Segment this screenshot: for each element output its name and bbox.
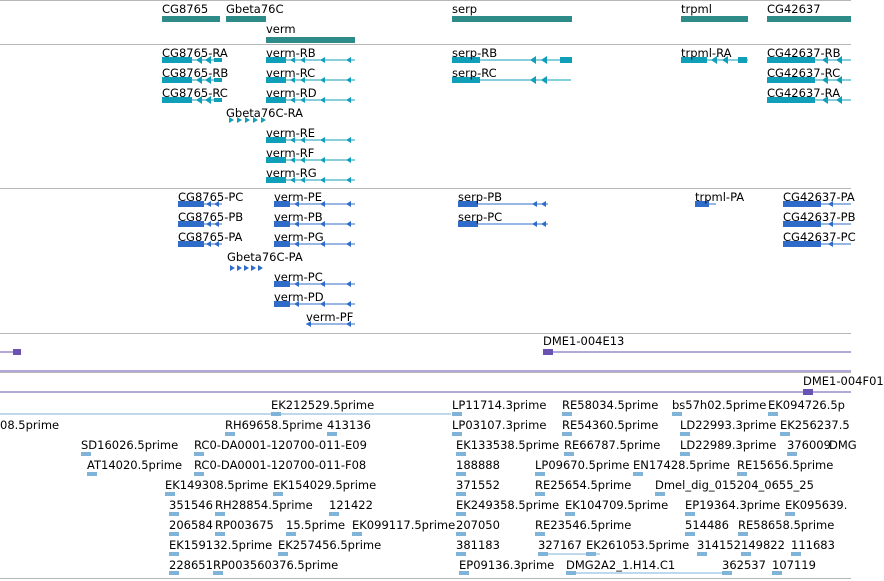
strand-arrow bbox=[320, 157, 325, 163]
est-label-371552[interactable]: 371552 bbox=[456, 478, 500, 492]
est-label-dmel-dig-015204-0655-25[interactable]: Dmel_dig_015204_0655_25 bbox=[655, 478, 814, 492]
est-line bbox=[0, 414, 451, 415]
transcript-label-cg8765-rc[interactable]: CG8765-RC bbox=[162, 86, 228, 100]
est-label-ld22989-3prime[interactable]: LD22989.3prime bbox=[680, 438, 777, 452]
gene-glyph-verm bbox=[266, 37, 355, 43]
est-label-ek154029-5prime[interactable]: EK154029.5prime bbox=[273, 478, 377, 492]
strand-arrow bbox=[346, 241, 351, 247]
est-label-ek099117-5prime[interactable]: EK099117.5prime bbox=[352, 518, 456, 532]
strand-arrow bbox=[530, 76, 536, 84]
strand-arrow bbox=[541, 56, 547, 64]
est-glyph bbox=[194, 452, 204, 456]
gene-label-cg8765[interactable]: CG8765 bbox=[162, 2, 209, 16]
est-glyph bbox=[565, 512, 575, 516]
gene-label-gbeta76c[interactable]: Gbeta76C bbox=[226, 2, 284, 16]
gene-glyph-gbeta76c bbox=[226, 16, 266, 22]
est-label-re58658-5prime[interactable]: RE58658.5prime bbox=[738, 518, 835, 532]
gene-label-serp[interactable]: serp bbox=[452, 2, 478, 16]
est-glyph bbox=[562, 412, 572, 416]
est-glyph bbox=[680, 452, 690, 456]
est-glyph bbox=[633, 472, 643, 476]
strand-arrow bbox=[530, 56, 536, 64]
est-label-ek212529-5prime[interactable]: EK212529.5prime bbox=[271, 398, 375, 412]
est-label-314152[interactable]: 314152 bbox=[697, 538, 741, 552]
est-label-149822[interactable]: 149822 bbox=[741, 538, 785, 552]
est-label-ek159132-5prime[interactable]: EK159132.5prime bbox=[169, 538, 273, 552]
est-label-08-5prime[interactable]: 08.5prime bbox=[0, 418, 60, 432]
strand-arrow bbox=[230, 265, 235, 271]
strand-arrow bbox=[346, 301, 351, 307]
strand-arrow bbox=[532, 221, 537, 227]
track-separator bbox=[0, 372, 851, 373]
est-glyph bbox=[737, 472, 747, 476]
est-glyph bbox=[329, 512, 339, 516]
strand-arrow bbox=[237, 265, 242, 271]
gene-label-verm[interactable]: verm bbox=[266, 22, 296, 36]
est-line bbox=[566, 573, 730, 574]
strand-arrow bbox=[251, 265, 256, 271]
est-label-at14020-5prime[interactable]: AT14020.5prime bbox=[87, 458, 183, 472]
transcript-label-serp-rb[interactable]: serp-RB bbox=[452, 46, 498, 60]
transcript-label-cg42637-ra[interactable]: CG42637-RA bbox=[767, 86, 841, 100]
est-glyph bbox=[562, 432, 572, 436]
est-glyph bbox=[787, 452, 797, 456]
est-label-121422[interactable]: 121422 bbox=[329, 498, 373, 512]
est-label-rc0-da0001-120700-011-f08[interactable]: RC0-DA0001-120700-011-F08 bbox=[194, 458, 367, 472]
est-glyph bbox=[452, 412, 462, 416]
est-glyph bbox=[169, 532, 179, 536]
clone-line bbox=[543, 352, 851, 353]
est-label-351546[interactable]: 351546 bbox=[169, 498, 213, 512]
protein-label-cg42637-pb[interactable]: CG42637-PB bbox=[783, 210, 856, 224]
protein-label-verm-pf[interactable]: verm-PF bbox=[306, 310, 354, 324]
est-label-362537[interactable]: 362537 bbox=[722, 558, 766, 572]
est-glyph bbox=[165, 492, 175, 496]
est-glyph bbox=[169, 552, 179, 556]
clone-end bbox=[543, 349, 553, 355]
est-glyph bbox=[535, 472, 545, 476]
transcript-label-cg42637-rc[interactable]: CG42637-RC bbox=[767, 66, 841, 80]
est-label-ek095639[interactable]: EK095639. bbox=[785, 498, 848, 512]
transcript-label-verm-rb[interactable]: verm-RB bbox=[266, 46, 316, 60]
est-glyph bbox=[768, 412, 778, 416]
gene-glyph-serp bbox=[452, 16, 572, 22]
transcript-label-trpml-ra[interactable]: trpml-RA bbox=[681, 46, 732, 60]
est-glyph bbox=[286, 532, 296, 536]
est-glyph bbox=[456, 552, 466, 556]
est-label-188888[interactable]: 188888 bbox=[456, 458, 500, 472]
est-label-dmg2a2-1-h14-c1[interactable]: DMG2A2_1.H14.C1 bbox=[566, 558, 676, 572]
est-label-376009[interactable]: 376009 bbox=[787, 438, 831, 452]
est-label-514486[interactable]: 514486 bbox=[685, 518, 729, 532]
track-separator bbox=[0, 0, 851, 1]
serp-r0-exon bbox=[560, 57, 572, 63]
est-label-ek094726-5p[interactable]: EK094726.5p bbox=[768, 398, 845, 412]
est-label-15-5prime[interactable]: 15.5prime bbox=[286, 518, 346, 532]
est-glyph bbox=[697, 552, 707, 556]
est-glyph bbox=[456, 492, 466, 496]
gene-label-trpml[interactable]: trpml bbox=[681, 2, 712, 16]
gene-glyph-cg42637 bbox=[767, 16, 851, 22]
transcript-label-cg8765-ra[interactable]: CG8765-RA bbox=[162, 46, 228, 60]
est-glyph bbox=[225, 432, 235, 436]
transcript-label-cg8765-rb[interactable]: CG8765-RB bbox=[162, 66, 229, 80]
est-label-bs57h02-5prime[interactable]: bs57h02.5prime bbox=[672, 398, 767, 412]
est-label-ek133538-5prime[interactable]: EK133538.5prime bbox=[456, 438, 560, 452]
est-label-413136[interactable]: 413136 bbox=[327, 418, 371, 432]
est-glyph bbox=[169, 512, 179, 516]
protein-label-cg8765-pc[interactable]: CG8765-PC bbox=[178, 190, 244, 204]
est-label-re23546-5prime[interactable]: RE23546.5prime bbox=[535, 518, 632, 532]
transcript-label-gbeta76c-ra[interactable]: Gbeta76C-RA bbox=[226, 106, 304, 120]
est-glyph bbox=[672, 412, 682, 416]
gene-glyph-cg8765 bbox=[162, 16, 220, 22]
transcript-label-verm-re[interactable]: verm-RE bbox=[266, 126, 316, 140]
est-glyph bbox=[456, 452, 466, 456]
est-glyph bbox=[327, 432, 337, 436]
est-label-228651[interactable]: 228651 bbox=[169, 558, 213, 572]
track-separator bbox=[0, 333, 851, 334]
est-glyph bbox=[81, 452, 91, 456]
est-label-lp09670-5prime[interactable]: LP09670.5prime bbox=[535, 458, 630, 472]
est-glyph bbox=[278, 552, 288, 556]
transcript-label-verm-rc[interactable]: verm-RC bbox=[266, 66, 316, 80]
est-label-rh28854-5prime[interactable]: RH28854.5prime bbox=[215, 498, 313, 512]
protein-label-verm-pe[interactable]: verm-PE bbox=[274, 190, 322, 204]
strand-arrow bbox=[346, 201, 351, 207]
strand-arrow bbox=[320, 97, 325, 103]
est-label-207050[interactable]: 207050 bbox=[456, 518, 500, 532]
est-label-ep09136-3prime[interactable]: EP09136.3prime bbox=[459, 558, 555, 572]
strand-arrow bbox=[346, 281, 351, 287]
track-separator bbox=[0, 188, 851, 189]
strand-arrow bbox=[346, 97, 351, 103]
strand-arrow bbox=[320, 77, 325, 83]
est-glyph bbox=[215, 512, 225, 516]
clone-line bbox=[0, 392, 851, 393]
est-glyph bbox=[685, 512, 695, 516]
strand-arrow bbox=[346, 57, 351, 63]
est-label-ep19364-3prime[interactable]: EP19364.3prime bbox=[685, 498, 781, 512]
clone-end bbox=[803, 389, 813, 395]
est-glyph bbox=[785, 512, 795, 516]
est-label-107119[interactable]: 107119 bbox=[772, 558, 816, 572]
est-glyph bbox=[780, 432, 790, 436]
strand-arrow bbox=[541, 201, 546, 207]
protein-label-gbeta76c-pa[interactable]: Gbeta76C-PA bbox=[227, 250, 303, 264]
est-label-ek104709-5prime[interactable]: EK104709.5prime bbox=[565, 498, 669, 512]
protein-label-verm-pc[interactable]: verm-PC bbox=[274, 270, 323, 284]
est-glyph bbox=[456, 512, 466, 516]
est-label-re54360-5prime[interactable]: RE54360.5prime bbox=[562, 418, 659, 432]
protein-label-verm-pb[interactable]: verm-PB bbox=[274, 210, 323, 224]
transcript-label-cg42637-rb[interactable]: CG42637-RB bbox=[767, 46, 841, 60]
protein-label-trpml-pa[interactable]: trpml-PA bbox=[695, 190, 745, 204]
est-glyph bbox=[456, 532, 466, 536]
strand-arrow bbox=[541, 76, 547, 84]
est-label-381183[interactable]: 381183 bbox=[456, 538, 500, 552]
est-glyph bbox=[738, 532, 748, 536]
est-label-re66787-5prime[interactable]: RE66787.5prime bbox=[564, 438, 661, 452]
clone-label-dme1-004f01[interactable]: DME1-004F01 bbox=[803, 374, 884, 388]
est-glyph bbox=[87, 472, 97, 476]
track-separator bbox=[0, 578, 851, 579]
est-glyph bbox=[271, 412, 281, 416]
protein-label-verm-pg[interactable]: verm-PG bbox=[274, 230, 324, 244]
protein-label-cg42637-pc[interactable]: CG42637-PC bbox=[783, 230, 856, 244]
est-glyph bbox=[215, 532, 225, 536]
strand-arrow bbox=[320, 57, 325, 63]
est-glyph bbox=[452, 432, 462, 436]
strand-arrow bbox=[532, 201, 537, 207]
strand-arrow bbox=[346, 157, 351, 163]
strand-arrow bbox=[244, 265, 249, 271]
est-label-rc0-da0001-120700-011-e09[interactable]: RC0-DA0001-120700-011-E09 bbox=[194, 438, 367, 452]
est-label-re58034-5prime[interactable]: RE58034.5prime bbox=[562, 398, 659, 412]
est-glyph bbox=[273, 492, 283, 496]
strand-arrow bbox=[258, 265, 263, 271]
est-label-sd16026-5prime[interactable]: SD16026.5prime bbox=[81, 438, 179, 452]
est-label-rp003560376-5prime[interactable]: RP003560376.5prime bbox=[213, 558, 339, 572]
clone-label-dme1-004e13[interactable]: DME1-004E13 bbox=[543, 334, 625, 348]
est-label-dmg[interactable]: DMG bbox=[829, 438, 857, 452]
est-label-ek256237-5[interactable]: EK256237.5 bbox=[780, 418, 850, 432]
est-glyph bbox=[352, 532, 362, 536]
est-line bbox=[538, 554, 600, 555]
est-glyph bbox=[564, 452, 574, 456]
track-separator bbox=[0, 44, 851, 45]
est-label-rp003675[interactable]: RP003675 bbox=[215, 518, 274, 532]
strand-arrow bbox=[346, 77, 351, 83]
protein-label-cg42637-pa[interactable]: CG42637-PA bbox=[783, 190, 855, 204]
protein-label-cg8765-pa[interactable]: CG8765-PA bbox=[178, 230, 243, 244]
est-glyph bbox=[535, 532, 545, 536]
est-label-327167[interactable]: 327167 bbox=[538, 538, 582, 552]
protein-label-serp-pb[interactable]: serp-PB bbox=[458, 190, 503, 204]
est-label-lp03107-3prime[interactable]: LP03107.3prime bbox=[452, 418, 547, 432]
est-glyph bbox=[194, 472, 204, 476]
transcript-label-serp-rc[interactable]: serp-RC bbox=[452, 66, 497, 80]
est-label-ek261053-5prime[interactable]: EK261053.5prime bbox=[586, 538, 690, 552]
est-label-en17428-5prime[interactable]: EN17428.5prime bbox=[633, 458, 730, 472]
strand-arrow bbox=[346, 177, 351, 183]
strand-arrow bbox=[346, 137, 351, 143]
est-label-lp11714-3prime[interactable]: LP11714.3prime bbox=[452, 398, 547, 412]
gene-label-cg42637[interactable]: CG42637 bbox=[767, 2, 821, 16]
strand-arrow bbox=[320, 137, 325, 143]
est-label-ek149308-5prime[interactable]: EK149308.5prime bbox=[165, 478, 269, 492]
est-label-re25654-5prime[interactable]: RE25654.5prime bbox=[535, 478, 632, 492]
protein-label-verm-pd[interactable]: verm-PD bbox=[274, 290, 324, 304]
est-label-rh69658-5prime[interactable]: RH69658.5prime bbox=[225, 418, 323, 432]
est-label-re15656-5prime[interactable]: RE15656.5prime bbox=[737, 458, 834, 472]
transcript-label-verm-rd[interactable]: verm-RD bbox=[266, 86, 317, 100]
est-label-ld22993-3prime[interactable]: LD22993.3prime bbox=[680, 418, 777, 432]
est-glyph bbox=[680, 432, 690, 436]
est-label-111683[interactable]: 111683 bbox=[791, 538, 835, 552]
trpml-ra-exon bbox=[738, 57, 747, 63]
strand-arrow bbox=[320, 177, 325, 183]
est-label-206584[interactable]: 206584 bbox=[169, 518, 213, 532]
strand-arrow bbox=[346, 221, 351, 227]
transcript-label-verm-rg[interactable]: verm-RG bbox=[266, 166, 317, 180]
clone-end bbox=[13, 349, 21, 355]
est-glyph bbox=[456, 472, 466, 476]
est-glyph bbox=[685, 532, 695, 536]
gene-glyph-trpml bbox=[681, 16, 748, 22]
est-glyph bbox=[535, 492, 545, 496]
est-label-ek249358-5prime[interactable]: EK249358.5prime bbox=[456, 498, 560, 512]
transcript-label-verm-rf[interactable]: verm-RF bbox=[266, 146, 315, 160]
strand-arrow bbox=[541, 221, 546, 227]
est-glyph bbox=[741, 552, 751, 556]
est-label-ek257456-5prime[interactable]: EK257456.5prime bbox=[278, 538, 382, 552]
protein-label-serp-pc[interactable]: serp-PC bbox=[458, 210, 503, 224]
est-glyph bbox=[655, 492, 665, 496]
protein-label-cg8765-pb[interactable]: CG8765-PB bbox=[178, 210, 244, 224]
est-glyph bbox=[791, 552, 801, 556]
